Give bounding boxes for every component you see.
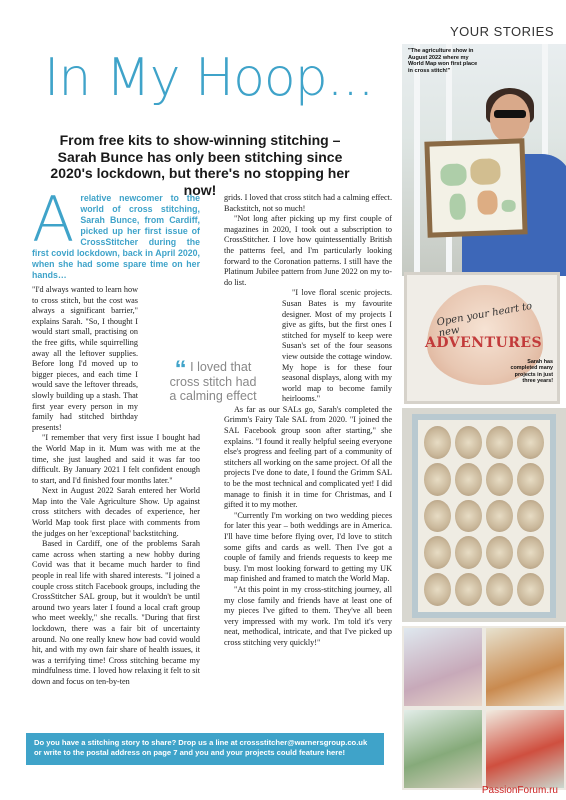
body-paragraph: "At this point in my cross-stitching journey, all my close family and friends have at least one of my pieces I've gifted to them. They've all been very impressed with my work. I'm told it's very neat, methodical, intricate, and that I've picked up cross stitching very quickly!" <box>224 584 392 647</box>
seasons-photo-grid <box>402 626 566 790</box>
body-paragraph: Based in Cardiff, one of the problems Sarah came across when starting a new hobby during Covid was that it became much harder to find people in real life with shared interests. "I joined a couple cross stitch Facebook groups, including the CrossStitcher SAL group, but it wouldn't be until around two years later I found a local craft group who meet weekly," she recalls. "During that first lockdown, there was a fair bit of uncertainty around. No one really knew how bad covid would hit, and with my own fair share of health issues, it was a terrifying time! Cross stitching became my mindfulness time. I loved how relaxing it felt to sit down and focus on ten-by-ten <box>32 539 200 686</box>
body-paragraph: "Currently I'm working on two wedding pieces for later this year – both weddings are in America. I'll have time before flying over, I'd love to stitch some gifts and cards as well. Then I've got a couple of family and friends requests to keep me busy. I'm most looking forward to getting my UK map finished and framed to match the World Map. <box>224 510 392 584</box>
section-label: YOUR STORIES <box>449 24 554 39</box>
article-column-2 <box>224 193 392 649</box>
body-paragraph: "Not long after picking up my first couple of magazines in 2020, I took out a subscription to CrossStitcher. I love how quintessentially British the patterns feel, and I'm particularly looking forward to the Coronation patterns. I still have the Platinum Jubilee pattern from June 2022 on my to-do list. <box>224 214 392 287</box>
fairy-tale-photo <box>402 408 566 622</box>
body-paragraph: "I remember that very first issue I bought had the World Map in it. Mum was with me at the time, she just laughed and said it was far too difficult. By January 2021 I felt confident enough to start, and I'd finished four months later." <box>32 433 200 485</box>
adventures-photo <box>404 272 560 404</box>
season-thumb <box>404 710 482 788</box>
standfirst: From free kits to show-winning stitching – Sarah Bunce has only been stitching since 2020's lockdown, but there's no stopping her now! <box>50 132 350 198</box>
body-paragraph: "I love floral scenic projects. Susan Bates is my favourite designer. Most of my projects I give as gifts, but the first ones I stitched for myself to keep were Susan's set of the four seasons view outside the cottage window. My hope is for these four seasonal displays, along with my world map to become family heirlooms." <box>282 288 392 404</box>
season-thumb <box>486 628 564 706</box>
pullquote-text: I loved that cross stitch had a calming effect <box>169 360 257 403</box>
dropcap: A <box>32 183 75 256</box>
season-thumb <box>486 710 564 788</box>
body-paragraph: Next in August 2022 Sarah entered her World Map into the Vale Agriculture Show. Up against cross stitchers with decades of experience, her World Map took first place with comments from the judges on her 'exceptional' backstitching. <box>32 486 200 538</box>
adventure-text-line2: ADVENTURES <box>425 335 543 351</box>
season-thumb <box>404 628 482 706</box>
article-column-1 <box>32 183 200 688</box>
quote-mark-icon: “ <box>174 356 187 383</box>
body-paragraph: grids. I loved that cross stitch had a calming effect. Backstitch, not so much! <box>224 193 392 213</box>
adventure-text-line1: Open your heart to new <box>436 300 533 340</box>
body-paragraph: As far as our SALs go, Sarah's completed the Grimm's Fairy Tale SAL from 2020. "I joined the SAL Facebook group soon after starting," she explains. "I found it really helpful seeing everyone else's progress and feeling part of a community of stitchers all working on the same project. Of all the projects I've done to date, I found the Grimm SAL to be the most technical and complicated yet! I did manage to finish it in time for Christmas, and I gifted it to my mother. <box>224 404 392 510</box>
call-to-action-box: Do you have a stitching story to share? Drop us a line at crossstitcher@warnersgroup.co.uk or write to the postal address on page 7 and you and your projects could feature here! <box>26 733 384 765</box>
watermark: PassionForum.ru <box>481 785 558 796</box>
body-paragraph: "I'd always wanted to learn how to cross stitch, but the cost was always a significant barrier," explains Sarah. "So, I thought I would start small, practising on the free gifts, while squirrelling away all the leftover supplies. Before long I'd moved up to bigger pieces, and each time I would save the leftover threads, slowly building up a stash. That first year every person in my family had stitched birthday presents! <box>32 285 138 432</box>
world-map-frame <box>424 138 527 237</box>
caption-show: "The agriculture show in August 2022 where my World Map won first place in cross stitch!" <box>408 48 478 74</box>
caption-adventures: Sarah has completed many projects in just three years! <box>510 359 553 385</box>
show-photo <box>402 44 566 276</box>
intro-paragraph: relative newcomer to the world of cross stitching, Sarah Bunce, from Cardiff, picked up her first issue of CrossStitcher during the first covid lockdown, back in April 2020, when she had some spare time on her hands… <box>32 193 200 280</box>
headline: In My Hoop... <box>44 48 374 108</box>
